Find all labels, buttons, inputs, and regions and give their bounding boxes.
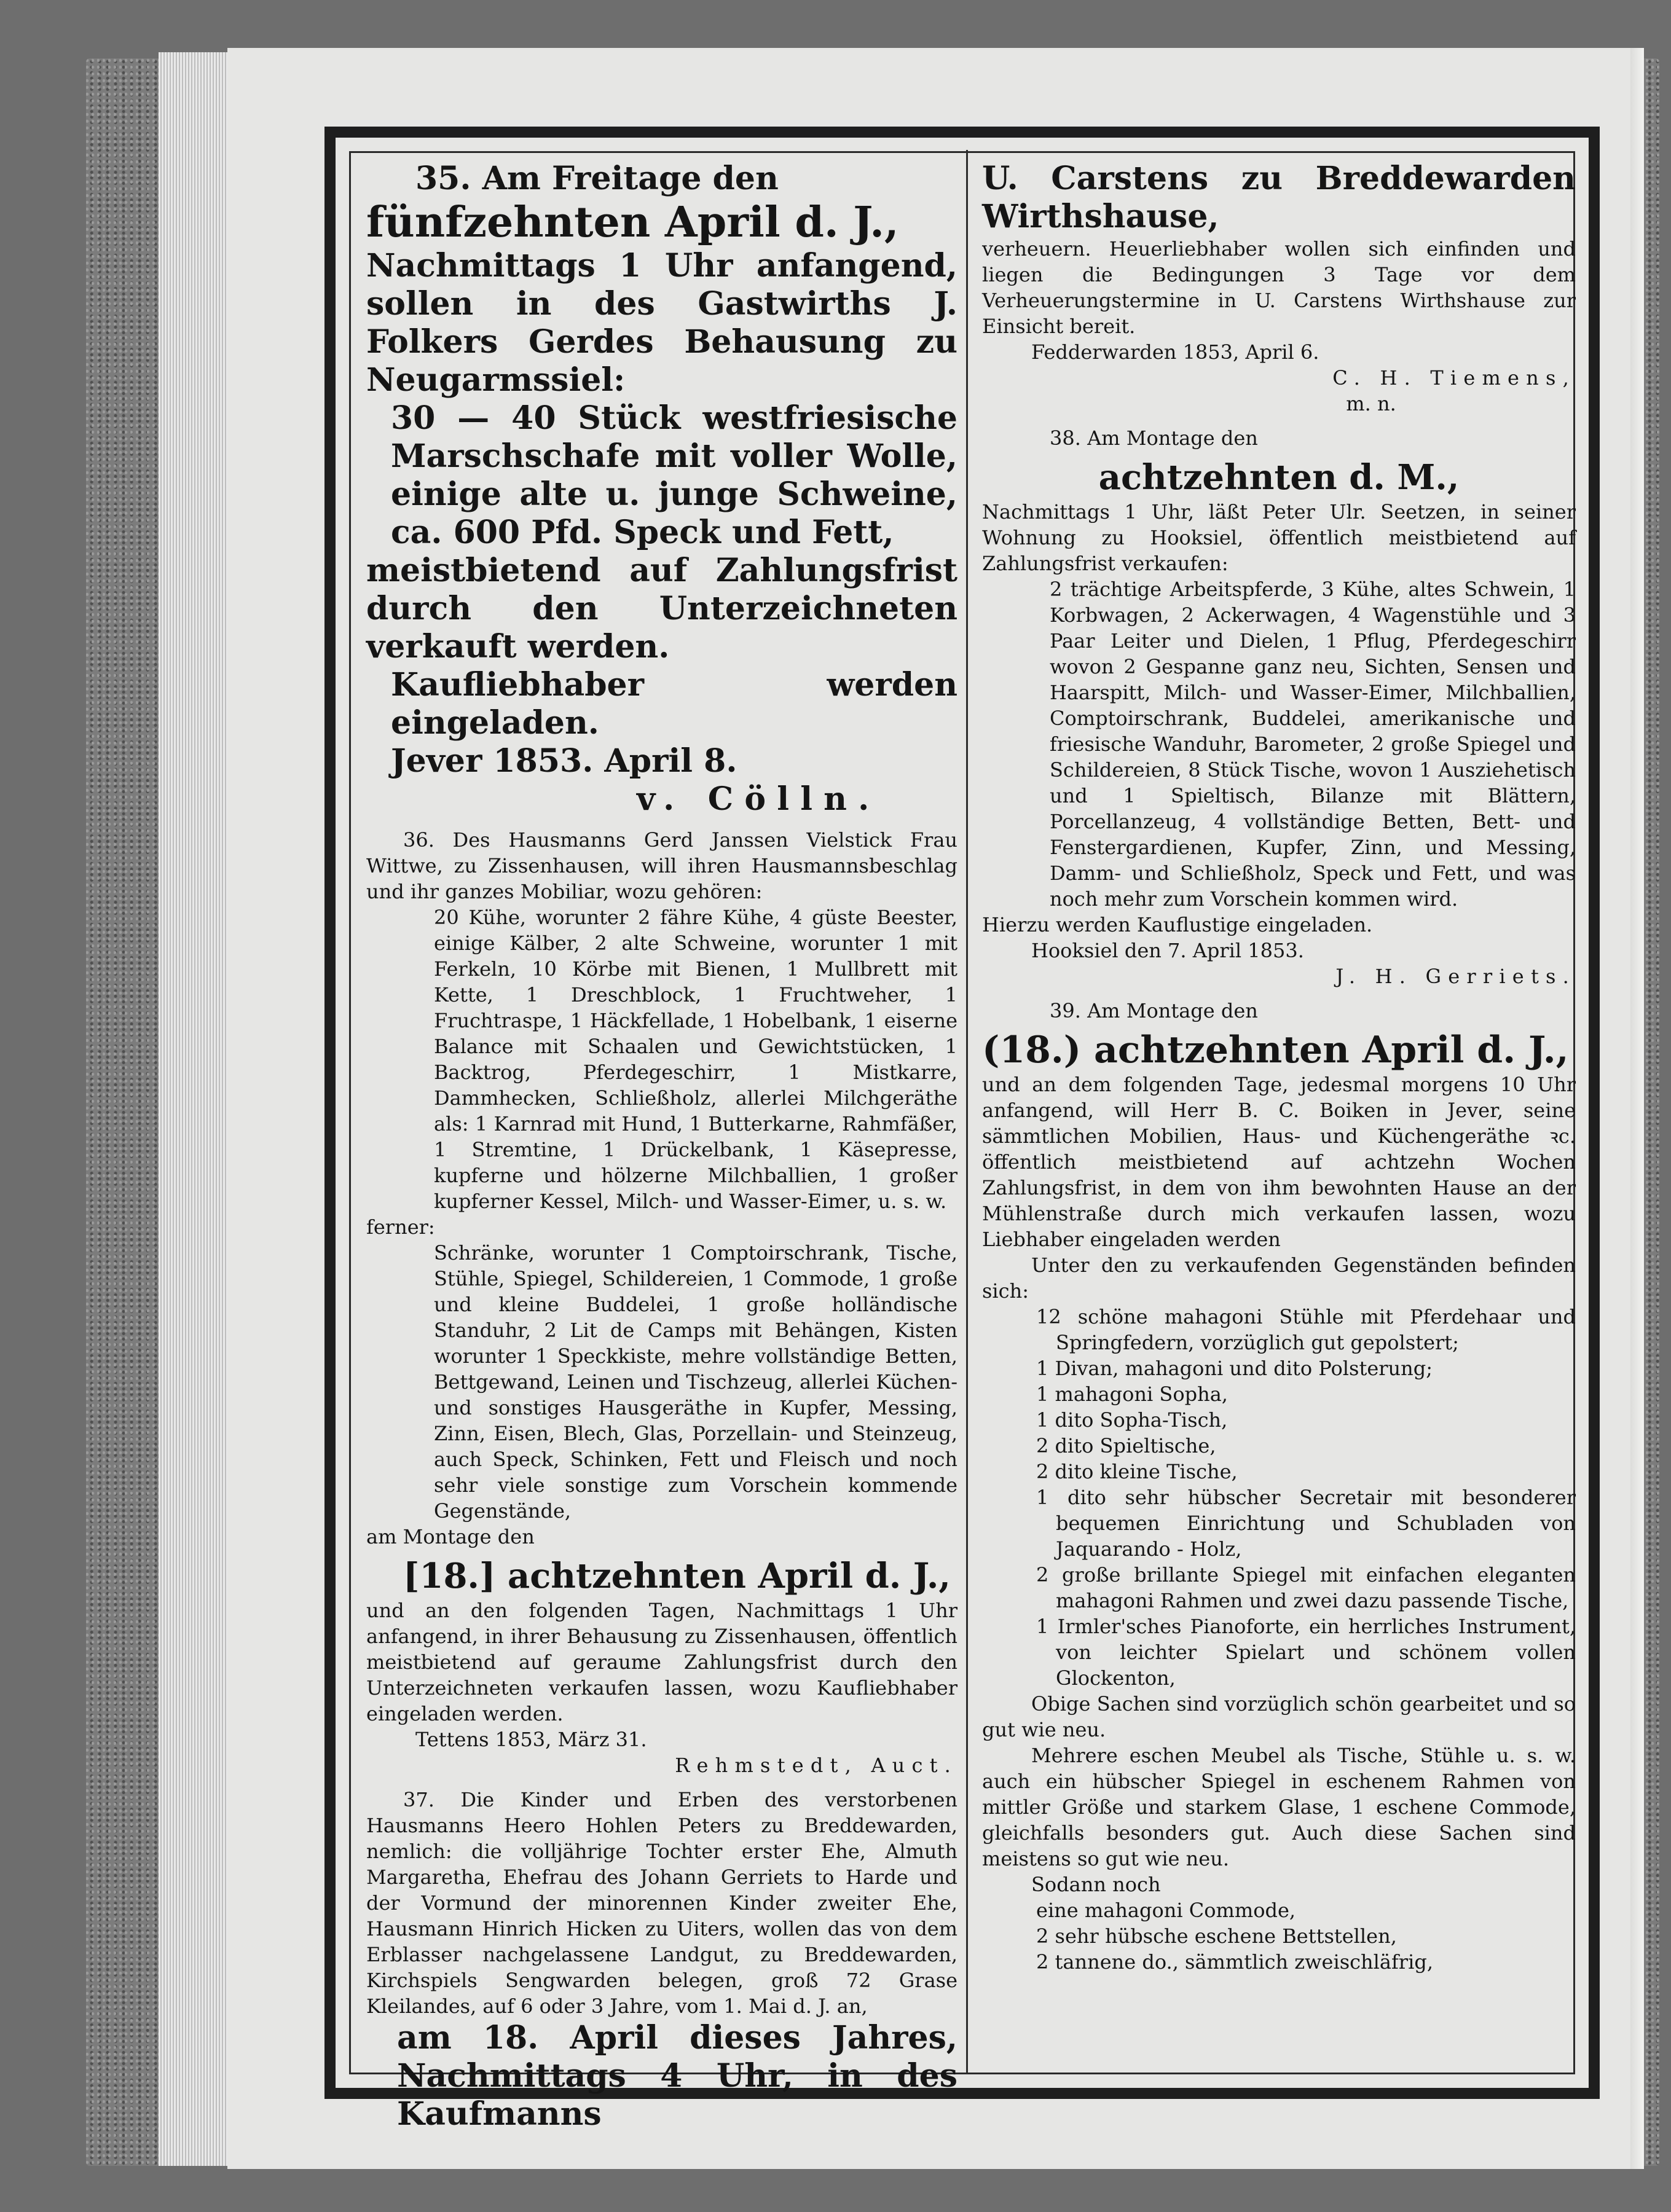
advert-39-body: und an dem folgenden Tage, jedesmal morgens 10 Uhr anfangend, will Herr B. C. Boiken in Jever, seine sämmtlichen Mobilien, Haus- und Küchengeräthe ꝛc. öffentlich meistbietend auf achtzehn Wochen Zahlungsfrist, in dem von ihm bewohnten Hause an der Mühlenstraße durch mich verkaufen lassen, wozu Liebhaber eingeladen werden xyxy=(982,1073,1576,1251)
advert-35-location: Nachmittags 1 Uhr anfangend, sollen in des Gastwirths J. Folkers Gerdes Behausung zu Neugarmssiel: xyxy=(366,247,957,399)
advert-38-intro: 38. Am Montage den xyxy=(1050,426,1258,450)
advert-39 xyxy=(982,998,1576,1975)
advert-36-date: Tettens 1853, März 31. xyxy=(415,1728,647,1751)
advert-36-ferner: ferner: xyxy=(366,1215,435,1239)
advert-38-items: 2 trächtige Arbeitspferde, 3 Kühe, altes Schwein, 1 Korbwagen, 2 Ackerwagen, 4 Wagenstühle und 3 Paar Leiter und Dielen, 1 Pflug, Pferdegeschirr wovon 2 Gespanne ganz neu, Sichten, Sensen und Haarspitt, Milch- und Wasser-Eimer, Milchballien, Comptoirschrank, Buddelei, amerikanische und friesische Wanduhr, Barometer, 2 große Spiegel und Schildereien, 8 Stück Tische, wovon 1 Ausziehetisch und 1 Spieltisch, Bilanze mit Blättern, Porcellanzeug, 4 vollständige Betten, Bett- und Fenstergardienen, Kupfer, Zinn, und Messing, Damm- und Schließholz, Speck und Fett, und was noch mehr zum Vorschein kommen wird. xyxy=(1050,578,1576,911)
column-left xyxy=(366,160,957,2133)
advert-39-intro: 39. Am Montage den xyxy=(1050,999,1258,1022)
page-edges xyxy=(159,52,238,2166)
list-item: 2 sehr hübsche eschene Bettstellen, xyxy=(1036,1924,1397,1948)
advert-37 xyxy=(366,1787,957,2133)
advert-35-terms: meistbietend auf Zahlungsfrist durch den Unterzeichneten verkauft werden. xyxy=(366,552,957,665)
list-item: 1 Irmler'sches Pianoforte, ein herrliches Instrument, von leichter Spielart und schönem vollen Glockenton, xyxy=(1036,1615,1576,1690)
advert-39-body-2: Unter den zu verkaufenden Gegenständen befinden sich: xyxy=(982,1253,1576,1303)
advert-39-note-2: Mehrere eschen Meubel als Tische, Stühle u. s. w. auch ein hübscher Spiegel in eschenem Rahmen von mittler Größe und starkem Glase, 1 eschene Commode, gleichfalls besonders gut. Auch diese Sachen sind meistens so gut wie neu. xyxy=(982,1744,1576,1870)
advert-39-heading: (18.) achtzehnten April d. J., xyxy=(982,1029,1569,1072)
column-right xyxy=(982,160,1576,2083)
advert-35-heading: fünfzehnten April d. J., xyxy=(366,198,899,247)
advert-36-signature: Rehmstedt, Auct. xyxy=(675,1754,957,1777)
advert-36-body: und an den folgenden Tagen, Nachmittags 1 Uhr anfangend, in ihrer Behausung zu Zissenhausen, öffentlich meistbietend auf geraume Zahlungsfrist durch den Unterzeichneten verkaufen lassen, wozu Kaufliebhaber eingeladen werden. xyxy=(366,1599,957,1725)
list-item: 1 mahagoni Sopha, xyxy=(1036,1382,1228,1406)
advert-37-big: am 18. April dieses Jahres, Nachmittags 4 Uhr, in des Kaufmanns xyxy=(397,2019,957,2133)
advert-35-goods: 30 — 40 Stück westfriesische Marschschafe mit voller Wolle, einige alte u. junge Schweine, ca. 600 Pfd. Speck und Fett, xyxy=(391,399,957,551)
list-item: 2 große brillante Spiegel mit einfachen eleganten mahagoni Rahmen und zwei dazu passende Tische, xyxy=(1036,1563,1576,1612)
advert-35-date: Jever 1853. April 8. xyxy=(391,742,737,780)
advert-35 xyxy=(366,160,957,818)
advert-37-continued-big: U. Carstens zu Breddewarden Wirthshause, xyxy=(982,160,1576,235)
book-page xyxy=(227,48,1644,2169)
page-edge-right xyxy=(1630,48,1644,2169)
advert-36-intro: 36. Des Hausmanns Gerd Janssen Vielstick Frau Wittwe, zu Zissenhausen, will ihren Hausmannsbeschlag und ihr ganzes Mobiliar, wozu gehören: xyxy=(366,828,957,903)
list-item: 2 dito kleine Tische, xyxy=(1036,1460,1238,1483)
list-item: 1 Divan, mahagoni und dito Polsterung; xyxy=(1036,1357,1433,1380)
advert-38 xyxy=(982,425,1576,989)
list-item: eine mahagoni Commode, xyxy=(1036,1899,1296,1922)
advert-38-heading: achtzehnten d. M., xyxy=(1098,457,1460,498)
advert-38-date: Hooksiel den 7. April 1853. xyxy=(1031,939,1304,962)
advert-38-body: Nachmittags 1 Uhr, läßt Peter Ulr. Seetzen, in seiner Wohnung zu Hooksiel, öffentlich meistbietend auf Zahlungsfrist verkaufen: xyxy=(982,500,1576,575)
list-item: 1 dito Sopha-Tisch, xyxy=(1036,1408,1228,1432)
advert-39-sodann: Sodann noch xyxy=(1031,1873,1161,1896)
ornamental-frame xyxy=(324,127,1600,2133)
advert-36 xyxy=(366,827,957,1778)
advert-38-signature: J. H. Gerriets. xyxy=(1335,965,1576,988)
advert-35-line1: 35. Am Freitage den xyxy=(415,160,779,197)
advert-37-continued-body: verheuern. Heuerliebhaber wollen sich einfinden und liegen die Bedingungen 3 Tage vor dem Verheuerungstermine in U. Carstens Wirthshause zur Einsicht bereit. xyxy=(982,237,1576,338)
advert-36-items-2: Schränke, worunter 1 Comptoirschrank, Tische, Stühle, Spiegel, Schildereien, 1 Commode, 1 große und kleine Buddelei, 1 große holländische Standuhr, 2 Lit de Camps mit Behängen, Kisten worunter 1 Speckkiste, mehre vollständige Betten, Bettgewand, Leinen und Tischzeug, allerlei Küchen- und sonstiges Hausgeräthe in Kupfer, Messing, Zinn, Eisen, Blech, Glas, Porzellain- und Steinzeug, auch Speck, Schinken, Fett und Fleisch und noch sehr viele sonstige zum Vorschein kommende Gegenstände, xyxy=(434,1241,957,1523)
list-item: 2 dito Spieltische, xyxy=(1036,1434,1216,1457)
advert-37-signature: C. H. Tiemens, xyxy=(1332,366,1576,390)
advert-36-items-1: 20 Kühe, worunter 2 fähre Kühe, 4 güste Beester, einige Kälber, 2 alte Schweine, worunter 1 mit Ferkeln, 10 Körbe mit Bienen, 1 Mullbrett mit Kette, 1 Dreschblock, 1 Fruchtweher, 1 Fruchtraspe, 1 Häckfellade, 1 Hobelbank, 1 eiserne Balance mit Schaalen und Gewichtstücken, 1 Backtrog, Pferdegeschirr, 1 Mistkarre, Dammhecken, Schließholz, allerlei Milchgeräthe als: 1 Karnrad mit Hund, 1 Butterkarne, Rahmfäßer, 1 Stremtine, 1 Drückelbank, 1 Käsepresse, kupferne und hölzerne Milchballien, 1 großer kupferner Kessel, Milch- und Wasser-Eimer, u. s. w. xyxy=(434,906,957,1213)
advert-35-invitation: Kaufliebhaber werden eingeladen. xyxy=(391,666,957,742)
advert-36-montag: am Montage den xyxy=(366,1525,535,1548)
advert-38-invitation: Hierzu werden Kauflustige eingeladen. xyxy=(982,913,1373,936)
advert-39-items xyxy=(982,1304,1576,1691)
advert-37-body: 37. Die Kinder und Erben des verstorbenen Hausmanns Heero Hohlen Peters zu Breddewarden, nemlich: die volljährige Tochter erster Ehe, Almuth Margaretha, Ehefrau des Johann Gerriets to Harde und der Vormund der minorennen Kinder zweiter Ehe, Hausmann Hinrich Hicken zu Uiters, wollen das von dem Erblasser nachgelassene Landgut, zu Breddewarden, Kirchspiels Sengwarden belegen, groß 72 Grase Kleilandes, auf 6 oder 3 Jahre, vom 1. Mai d. J. an, xyxy=(366,1788,957,2018)
advert-37-continued xyxy=(982,160,1576,417)
advert-36-heading: [18.] achtzehnten April d. J., xyxy=(403,1556,951,1596)
list-item: 2 tannene do., sämmtlich zweischläfrig, xyxy=(1036,1950,1433,1974)
list-item: 1 dito sehr hübscher Secretair mit besonderer bequemen Einrichtung und Schubladen von Jaquarando - Holz, xyxy=(1036,1486,1576,1561)
advert-39-note-1: Obige Sachen sind vorzüglich schön gearbeitet und so gut wie neu. xyxy=(982,1692,1576,1741)
column-divider xyxy=(966,150,968,2073)
list-item: 12 schöne mahagoni Stühle mit Pferdehaar und Springfedern, vorzüglich gut gepolstert; xyxy=(1036,1305,1576,1354)
advert-35-signature: v. Cölln. xyxy=(637,780,881,818)
advert-37-signature-note: m. n. xyxy=(1346,392,1396,415)
advert-39-items-2 xyxy=(982,1897,1576,1975)
advert-37-date: Fedderwarden 1853, April 6. xyxy=(1031,340,1319,364)
